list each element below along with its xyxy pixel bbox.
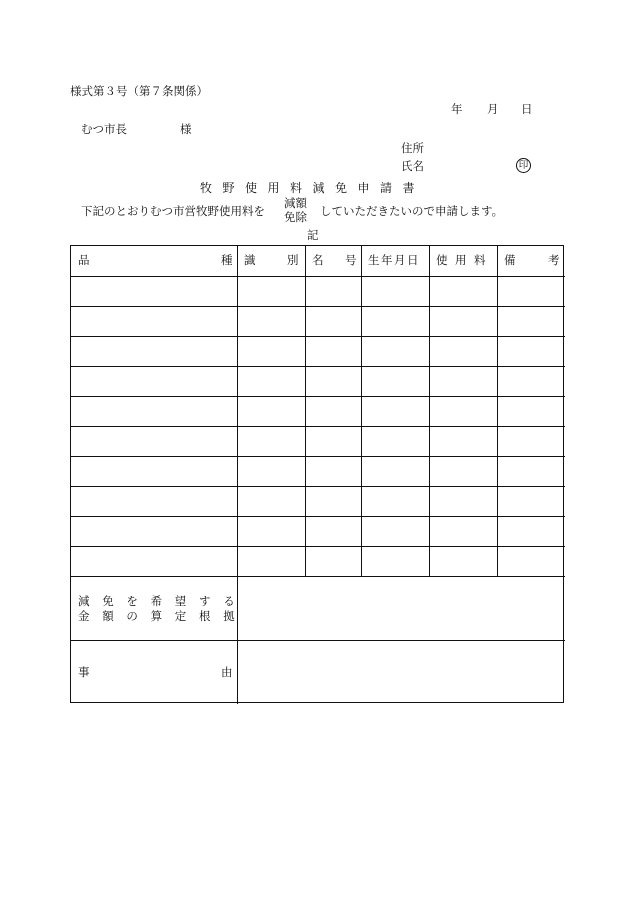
row-divider [71, 516, 565, 517]
row-divider [71, 306, 565, 307]
row-divider [71, 276, 565, 277]
row-divider [71, 486, 565, 487]
column-divider [305, 246, 306, 576]
column-divider [237, 246, 238, 576]
row-divider [71, 546, 565, 547]
row-divider [71, 366, 565, 367]
basis-label-line1: 減免を希望する [78, 594, 248, 608]
row-divider [71, 456, 565, 457]
header-breed-right: 種 [221, 253, 233, 267]
column-divider [429, 246, 430, 576]
header-breed-left: 品 [78, 253, 90, 267]
reason-label-left: 事 [78, 665, 90, 679]
header-birthdate: 生年月日 [368, 253, 420, 267]
request-text-after: していただきたいので申請します。 [320, 204, 504, 218]
reason-label-right: 由 [221, 665, 233, 679]
row-divider [71, 426, 565, 427]
header-remarks-left: 備 [504, 253, 516, 267]
basis-label-line2: 金額の算定根拠 [78, 609, 248, 623]
form-number: 様式第３号（第７条関係） [70, 84, 208, 98]
document-title: 牧野使用料減免申請書 [200, 181, 426, 195]
header-id-right: 別 [287, 253, 299, 267]
note-label: 記 [307, 228, 319, 242]
addressee-suffix: 様 [180, 122, 192, 136]
name-label: 氏名 [401, 159, 424, 173]
row-divider [71, 640, 565, 641]
date-year-label: 年 [451, 102, 463, 116]
header-remarks-right: 考 [548, 253, 560, 267]
header-fee: 使用料 [436, 253, 493, 267]
column-divider [497, 246, 498, 576]
column-divider [361, 246, 362, 576]
addressee: むつ市長 [81, 122, 127, 136]
exempt-option: 免除 [284, 210, 307, 224]
header-id-left: 識 [244, 253, 256, 267]
row-divider [71, 576, 565, 577]
date-day-label: 日 [521, 102, 533, 116]
fee-reduction-table [70, 245, 564, 703]
row-divider [71, 396, 565, 397]
request-text-before: 下記のとおりむつ市営牧野使用料を [81, 204, 265, 218]
reduce-option: 減額 [284, 196, 307, 210]
header-name-left: 名 [312, 253, 324, 267]
row-divider [71, 336, 565, 337]
address-label: 住所 [401, 141, 424, 155]
header-name-right: 号 [345, 253, 357, 267]
seal-icon: 印 [516, 158, 531, 173]
date-month-label: 月 [487, 102, 499, 116]
